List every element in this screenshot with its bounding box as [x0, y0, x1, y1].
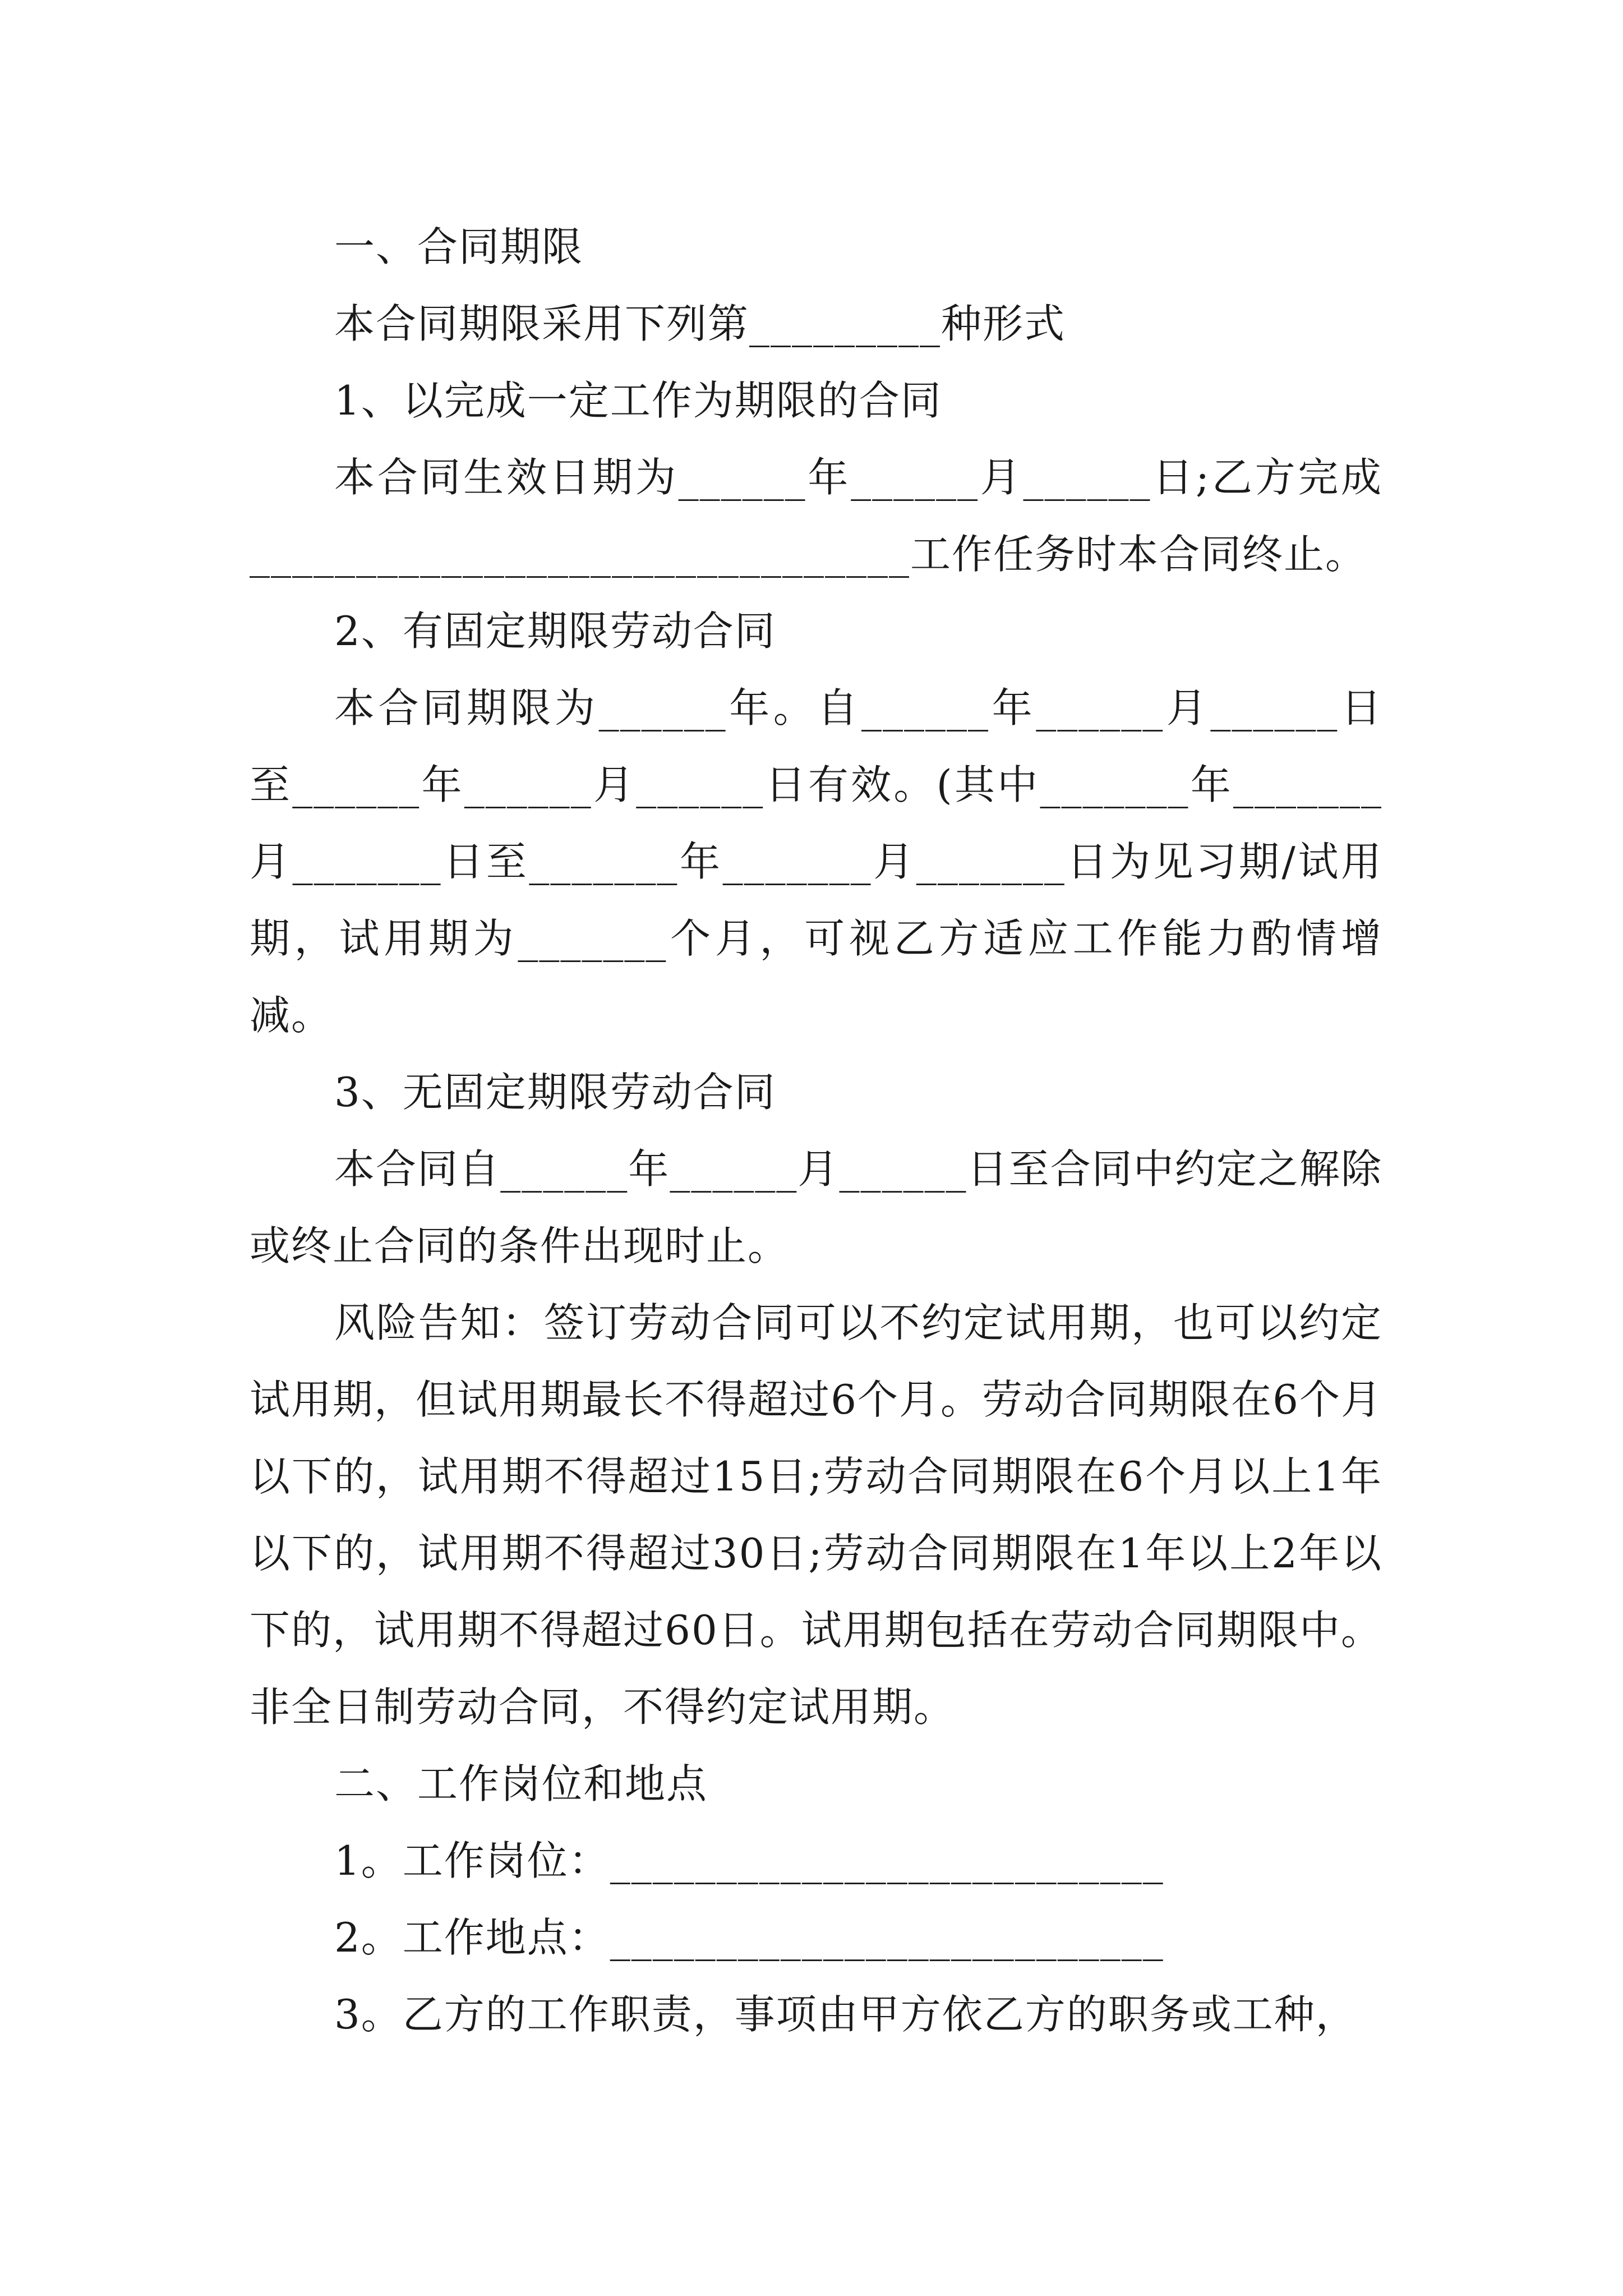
clause-heading-task-based-contract: 1、以完成一定工作为期限的合同	[334, 377, 942, 424]
clause-heading-fixed-term-contract: 2、有固定期限劳动合同	[334, 608, 776, 655]
paragraph-job-position: 1。工作岗位：__________________________	[334, 1837, 1164, 1884]
paragraph-fixed-term-details: 本合同期限为______年。自______年______月______日至______年______月______日有效。(其中_______年_______月_______日至_______年_______月_______日为见习期/试用期，试用期为_______个月，可视乙方适应工作能力酌情增减。	[250, 684, 1382, 1039]
paragraph-work-location: 2。工作地点：__________________________	[334, 1914, 1164, 1961]
paragraph-job-duties: 3。乙方的工作职责，事项由甲方依乙方的职务或工种，	[334, 1991, 1357, 2038]
section-heading-job-and-location: 二、工作岗位和地点	[334, 1760, 708, 1807]
paragraph-risk-notice: 风险告知：签订劳动合同可以不约定试用期，也可以约定试用期，但试用期最长不得超过6个月。劳动合同期限在6个月以下的，试用期不得超过15日;劳动合同期限在6个月以上1年以下的，试用期不得超过30日;劳动合同期限在1年以上2年以下的，试用期不得超过60日。试用期包括在劳动合同期限中。非全日制劳动合同，不得约定试用期。	[250, 1299, 1382, 1731]
document-body	[250, 209, 1382, 2053]
clause-heading-open-ended-contract: 3、无固定期限劳动合同	[334, 1069, 776, 1116]
paragraph-task-based-effective-date: 本合同生效日期为______年______月______日;乙方完成_______________________________工作任务时本合同终止。	[250, 454, 1382, 578]
paragraph-term-form-choice: 本合同期限采用下列第_________种形式	[334, 300, 1066, 347]
section-heading-contract-term: 一、合同期限	[334, 223, 584, 270]
paragraph-open-ended-details: 本合同自______年______月______日至合同中约定之解除或终止合同的条件出现时止。	[250, 1145, 1382, 1269]
